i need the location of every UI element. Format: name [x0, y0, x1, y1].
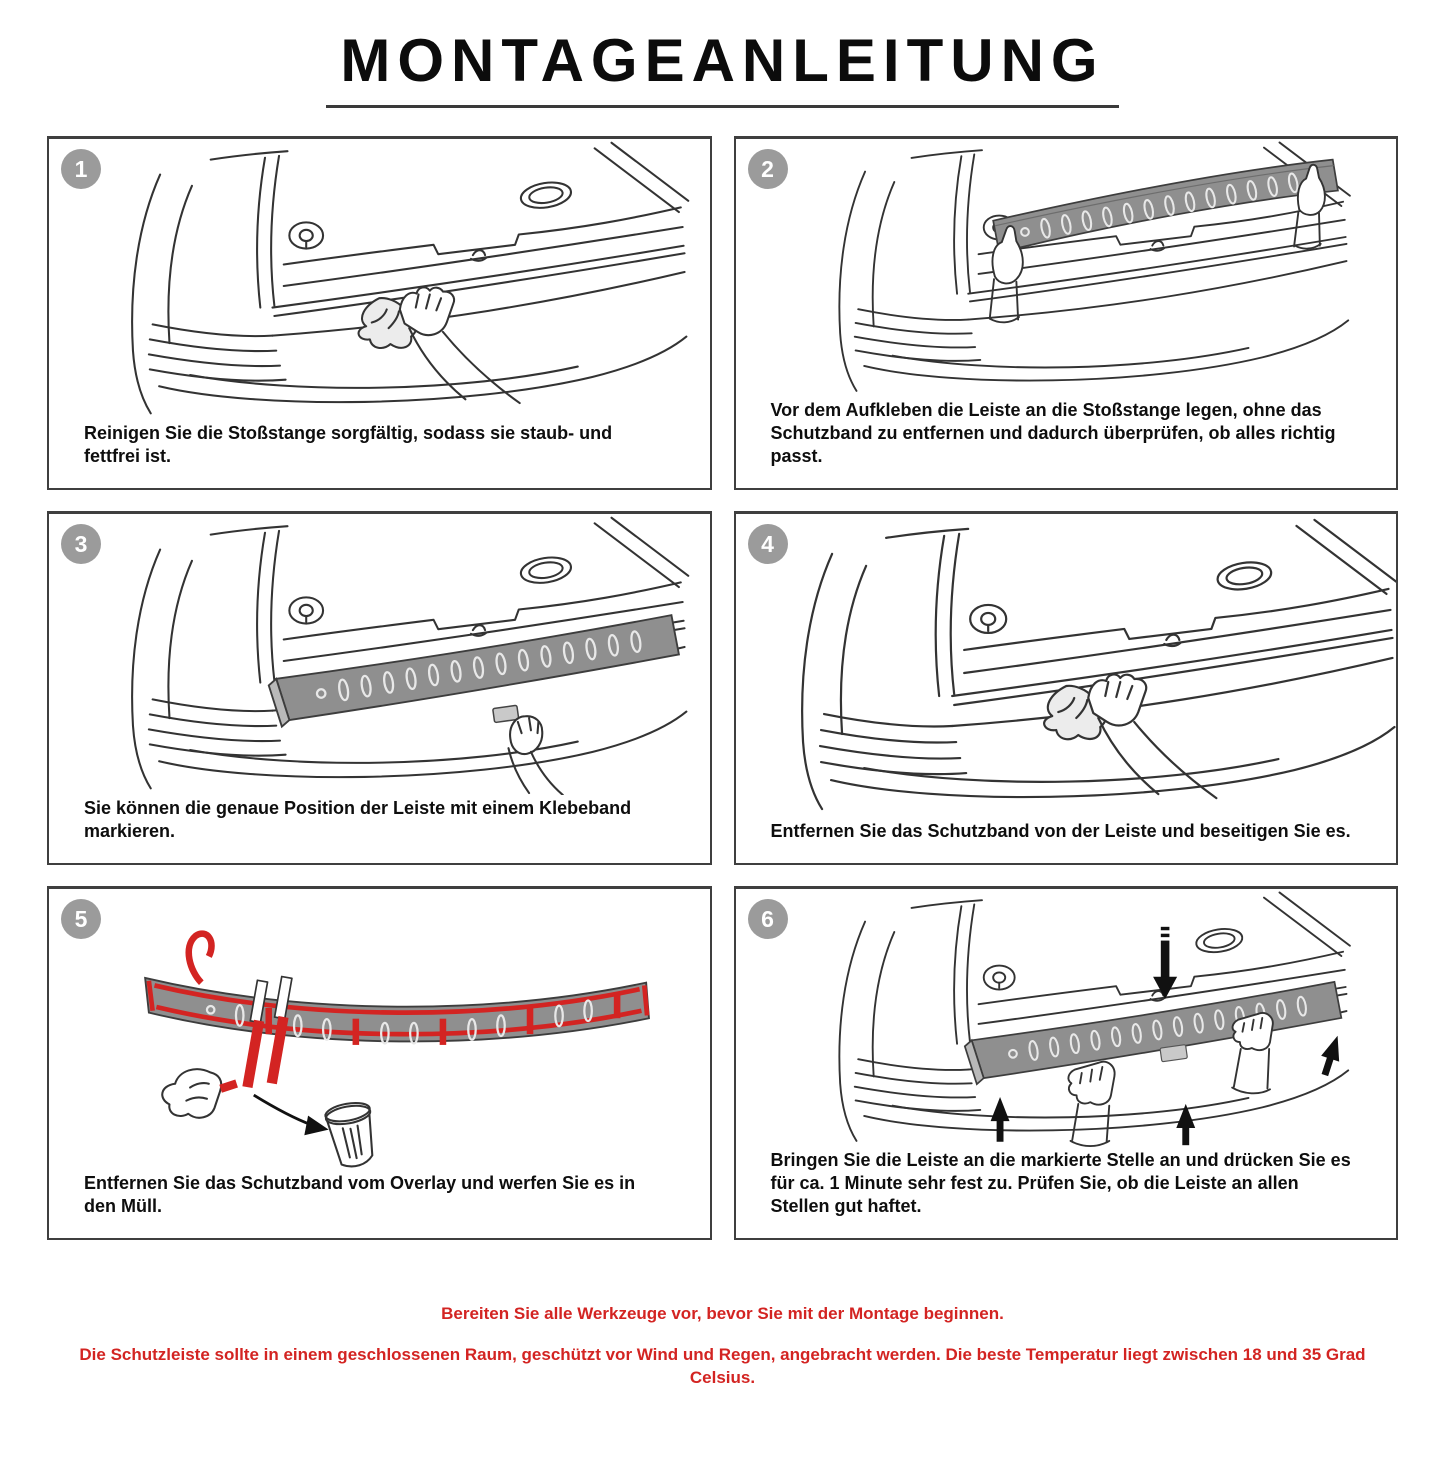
- step-caption: Reinigen Sie die Stoßstange sorgfältig, sodass sie staub- und fettfrei ist.: [84, 422, 613, 466]
- footer-warnings: [0, 1304, 1445, 1390]
- steps-grid: [47, 136, 1398, 1240]
- overlay-strip-with-protective-band: [145, 934, 649, 1045]
- step-caption: Vor dem Aufkleben die Leiste an die Stoßstange legen, ohne das Schutzband zu entfernen und dadurch überprüfen, ob alles richtig passt.: [770, 399, 1336, 466]
- step-2-illustration: [736, 139, 1397, 397]
- step-caption: Bringen Sie die Leiste an die markierte Stelle an und drücken Sie es für ca. 1 Minute sehr fest zu. Prüfen Sie, ob die Leiste an allen Stellen gut haftet.: [770, 1149, 1351, 1216]
- red-pull-tab-icon: [189, 934, 212, 983]
- step-panel-1: [47, 136, 712, 490]
- footer-warning-line1: Bereiten Sie alle Werkzeuge vor, bevor Sie mit der Montage beginnen.: [441, 1304, 1004, 1323]
- press-up-arrow-left-icon: [990, 1097, 1009, 1142]
- step-caption: Sie können die genaue Position der Leiste mit einem Klebeband markieren.: [84, 797, 632, 841]
- step-6-illustration: [736, 889, 1397, 1147]
- step-number-badge: 6: [748, 899, 788, 939]
- step-panel-6: [734, 886, 1399, 1240]
- step-panel-2: [734, 136, 1399, 490]
- page-title: MONTAGEANLEITUNG: [326, 26, 1118, 108]
- pressing-hand-right-icon: [1232, 1013, 1273, 1093]
- step-caption: Entfernen Sie das Schutzband vom Overlay und werfen Sie es in den Müll.: [84, 1172, 636, 1216]
- marking-tape-icon: [1159, 1045, 1186, 1062]
- step-number-badge: 3: [61, 524, 101, 564]
- footer-warning-line2: Die Schutzleiste sollte in einem geschlossenen Raum, geschützt vor Wind und Regen, angebracht werden. Die beste Temperatur liegt zwischen 18 und 35 Grad Celsius.: [79, 1345, 1366, 1387]
- step-panel-3: [47, 511, 712, 865]
- step-caption: Entfernen Sie das Schutzband von der Leiste und beseitigen Sie es.: [770, 820, 1351, 841]
- step-number-badge: 1: [61, 149, 101, 189]
- marking-hand-icon: [508, 716, 562, 795]
- press-up-arrow-right-icon: [1315, 1033, 1346, 1078]
- step-4-illustration: [736, 514, 1397, 818]
- trash-bin-icon: [324, 1100, 379, 1170]
- step-5-illustration: [49, 889, 710, 1170]
- montage-instruction-sheet: [0, 26, 1445, 1471]
- step-3-illustration: [49, 514, 710, 795]
- page-title-wrap: [0, 26, 1445, 108]
- arrow-to-bin-icon: [254, 1095, 329, 1135]
- step-number-badge: 5: [61, 899, 101, 939]
- step-number-badge: 2: [748, 149, 788, 189]
- step-panel-5: [47, 886, 712, 1240]
- step-panel-4: [734, 511, 1399, 865]
- step-number-badge: 4: [748, 524, 788, 564]
- pressing-hand-left-icon: [1068, 1062, 1114, 1146]
- step-1-illustration: [49, 139, 710, 420]
